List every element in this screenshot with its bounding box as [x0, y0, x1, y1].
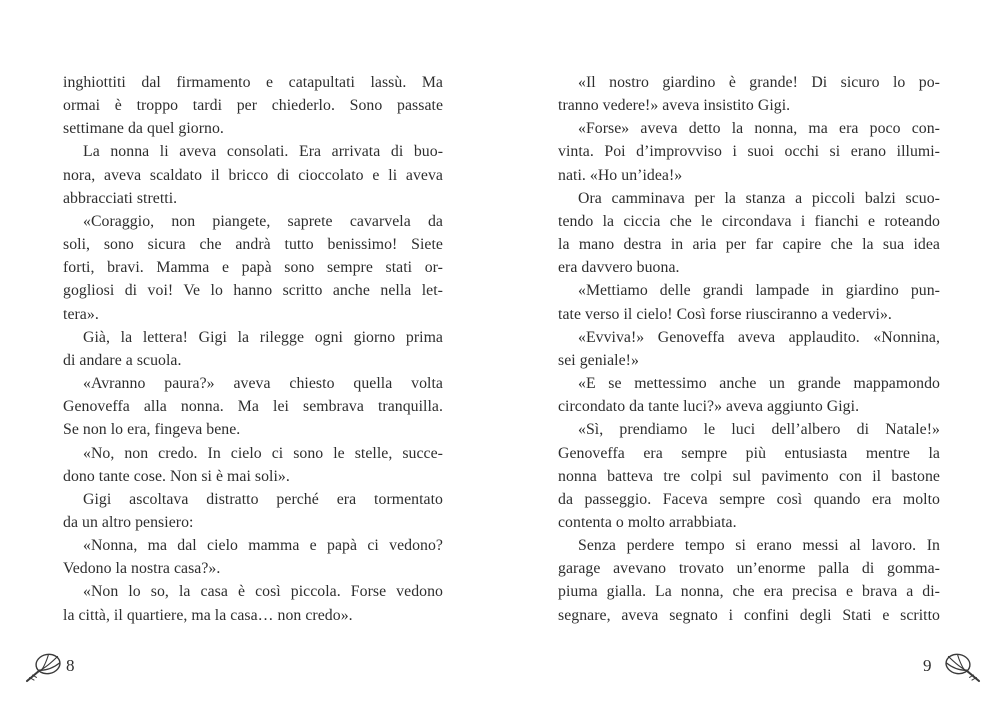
text-line: [63, 372, 443, 395]
text-line: [558, 279, 940, 302]
text-line: [63, 71, 443, 94]
text-line-content: Già, la lettera! Gigi la rilegge ogni giorno prima: [83, 328, 443, 346]
text-line: [63, 488, 443, 511]
text-line-content: gogliosi di voi! Ve lo hanno scritto anche nella let-: [63, 282, 443, 300]
text-line: [63, 187, 443, 210]
text-line: [558, 140, 940, 163]
text-line-content: tranno vedere!» aveva insistito Gigi.: [558, 97, 791, 115]
text-line: [63, 465, 443, 488]
text-line-content: forti, bravi. Mamma e papà sono sempre stati or-: [63, 259, 443, 277]
text-line: [558, 604, 940, 627]
text-line-content: piuma gialla. La nonna, che era precisa e brava a di-: [558, 583, 940, 601]
text-line-content: la città, il quartiere, ma la casa… non credo».: [63, 606, 353, 624]
text-line: [63, 604, 443, 627]
text-line-content: Se non lo era, fingeva bene.: [63, 421, 241, 439]
page-left-text-column: [63, 71, 443, 627]
leaf-ornament-icon: [25, 651, 63, 683]
page-number-left: 8: [66, 656, 75, 675]
text-line: [558, 465, 940, 488]
text-line-content: ormai è troppo tardi per chiederlo. Sono passate: [63, 97, 443, 115]
text-line-content: vinta. Poi d’improvviso i suoi occhi si erano illumi-: [558, 143, 940, 161]
text-line-content: Gigi ascoltava distratto perché era tormentato: [83, 490, 443, 508]
text-line: [558, 326, 940, 349]
text-line-content: Ora camminava per la stanza a piccoli balzi scuo-: [578, 189, 940, 207]
text-line-content: settimane da quel giorno.: [63, 120, 224, 138]
text-line-content: tera».: [63, 305, 99, 323]
text-line: [558, 488, 940, 511]
text-line-content: sei geniale!»: [558, 351, 639, 369]
page-number-right: 9: [923, 656, 932, 675]
text-line: [63, 326, 443, 349]
text-line-content: Genoveffa alla nonna. Ma lei sembrava tranquilla.: [63, 398, 443, 416]
text-line-content: «Nonna, ma dal cielo mamma e papà ci vedono?: [83, 537, 443, 555]
text-line: [63, 140, 443, 163]
text-line: [63, 534, 443, 557]
text-line-content: soli, sono sicura che andrà tutto benissimo! Siete: [63, 236, 443, 254]
text-line-content: nati. «Ho un’idea!»: [558, 166, 683, 184]
text-line-content: «E se mettessimo anche un grande mappamondo: [578, 375, 940, 393]
text-line-content: era davvero buona.: [558, 259, 680, 277]
text-line-content: segnare, aveva segnato i confini degli Stati e scritto: [558, 606, 940, 624]
text-line: [558, 534, 940, 557]
text-line: [558, 117, 940, 140]
text-line-content: di andare a scuola.: [63, 351, 182, 369]
text-line: [558, 210, 940, 233]
text-line-content: Senza perdere tempo si erano messi al lavoro. In: [578, 537, 940, 555]
page-right-text-column: [558, 71, 940, 627]
text-line: [558, 511, 940, 534]
text-line: [558, 395, 940, 418]
leaf-ornament-icon: [943, 651, 981, 683]
text-line-content: «Non lo so, la casa è così piccola. Forse vedono: [83, 583, 443, 601]
text-line-content: «Coraggio, non piangete, saprete cavarvela da: [83, 212, 443, 230]
text-line: [63, 580, 443, 603]
text-line-content: «Avranno paura?» aveva chiesto quella volta: [83, 375, 443, 393]
text-line-content: «Mettiamo delle grandi lampade in giardino pun-: [578, 282, 940, 300]
text-line: [63, 117, 443, 140]
text-line: [63, 557, 443, 580]
text-line-content: dono tante cose. Non si è mai soli».: [63, 467, 290, 485]
text-line: [558, 71, 940, 94]
text-line: [63, 511, 443, 534]
text-line-content: «Sì, prendiamo le luci dell’albero di Natale!»: [578, 421, 940, 439]
text-line-content: inghiottiti dal firmamento e catapultati lassù. Ma: [63, 74, 443, 91]
text-line-content: da passeggio. Faceva sempre così quando era molto: [558, 490, 940, 508]
text-line: [63, 395, 443, 418]
text-line: [558, 303, 940, 326]
text-line-content: Genoveffa era sempre più entusiasta mentre la: [558, 444, 940, 462]
text-line: [558, 580, 940, 603]
text-line: [558, 256, 940, 279]
text-line: [63, 210, 443, 233]
text-line: [63, 279, 443, 302]
text-line-content: Vedono la nostra casa?».: [63, 560, 221, 578]
text-line: [558, 349, 940, 372]
text-line: [558, 442, 940, 465]
text-line: [558, 187, 940, 210]
text-line-content: nora, aveva scaldato il bricco di cioccolato e li aveva: [63, 166, 443, 184]
text-line-content: «Forse» aveva detto la nonna, ma era poco con-: [578, 120, 940, 138]
text-line-content: la mano destra in aria per far capire che la sua idea: [558, 236, 940, 254]
text-line-content: «Evviva!» Genoveffa aveva applaudito. «Nonnina,: [578, 328, 940, 346]
text-line-content: nonna batteva tre colpi sul pavimento con il bastone: [558, 467, 940, 485]
text-line-content: tate verso il cielo! Così forse riusciranno a vedervi».: [558, 305, 892, 323]
text-line: [63, 418, 443, 441]
text-line: [558, 164, 940, 187]
text-line-content: «No, non credo. In cielo ci sono le stelle, succe-: [83, 444, 443, 462]
text-line: [63, 303, 443, 326]
text-line: [558, 557, 940, 580]
text-line: [558, 94, 940, 117]
text-line: [558, 372, 940, 395]
text-line: [558, 233, 940, 256]
text-line: [63, 164, 443, 187]
text-line-content: tendo la ciccia che le circondava i fianchi e roteando: [558, 212, 940, 230]
text-line: [63, 442, 443, 465]
text-line-content: «Il nostro giardino è grande! Di sicuro lo po-: [578, 74, 940, 91]
text-line-content: abbracciati stretti.: [63, 189, 178, 207]
text-line: [63, 233, 443, 256]
text-line-content: circondato da tante luci?» aveva aggiunto Gigi.: [558, 398, 860, 416]
text-line-content: La nonna li aveva consolati. Era arrivata di buo-: [83, 143, 443, 161]
text-line-content: contenta o molto arrabbiata.: [558, 513, 737, 531]
text-line: [558, 418, 940, 441]
text-line: [63, 256, 443, 279]
text-line: [63, 349, 443, 372]
text-line-content: da un altro pensiero:: [63, 513, 194, 531]
text-line-content: garage avevano trovato un’enorme palla di gomma-: [558, 560, 940, 578]
text-line: [63, 94, 443, 117]
